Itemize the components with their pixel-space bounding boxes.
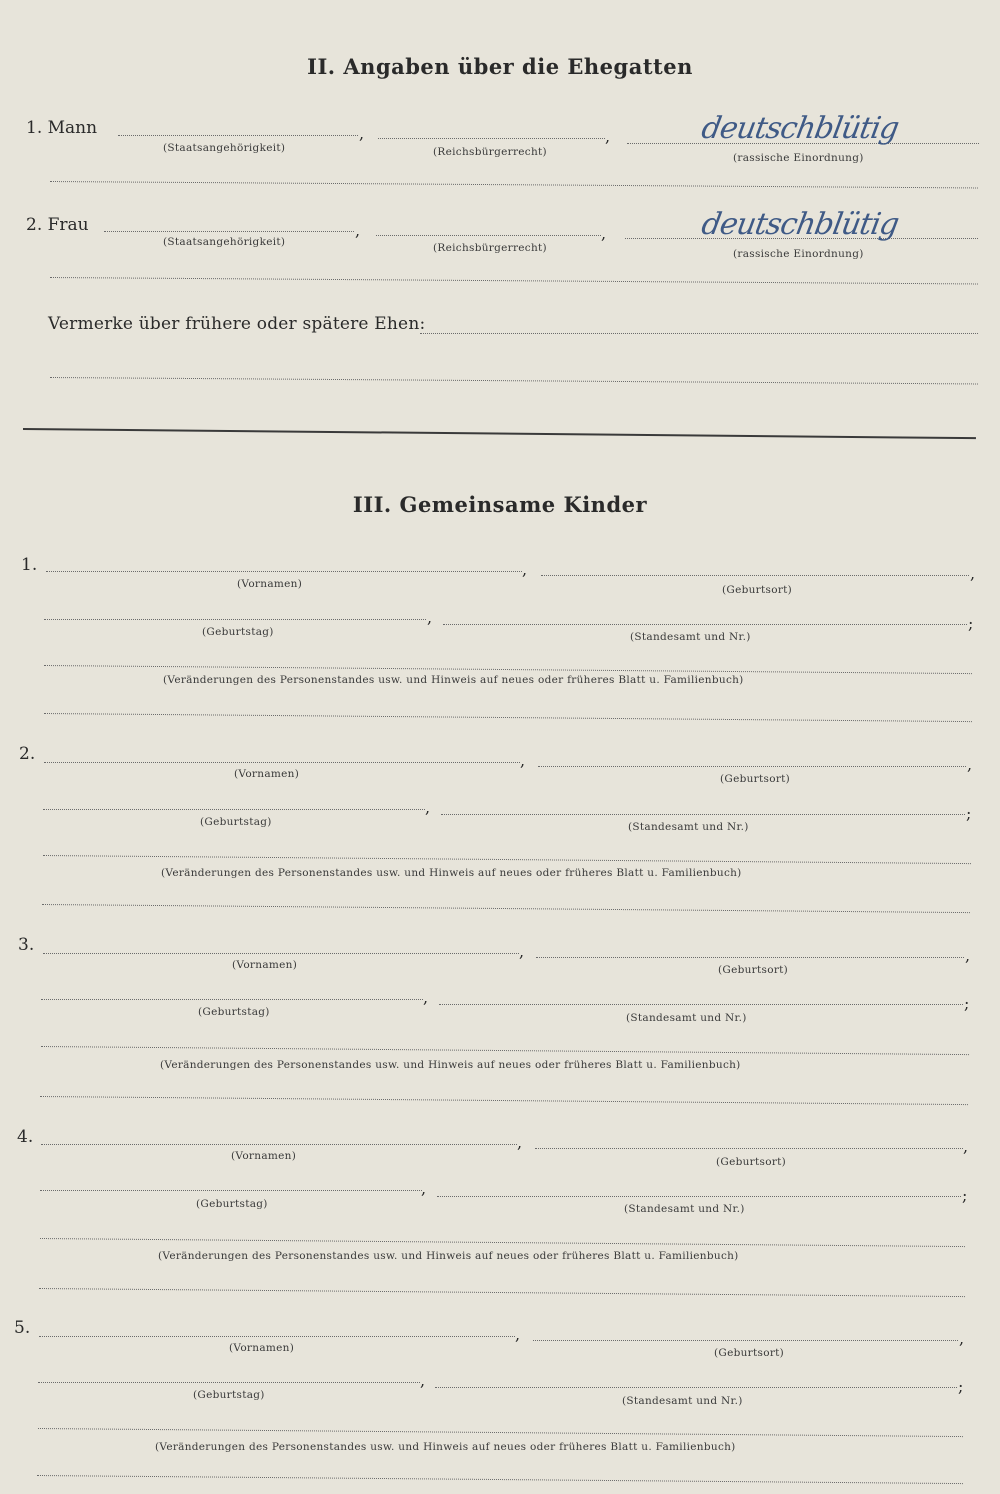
child-2-vornamen-field[interactable] <box>44 762 520 763</box>
semicolon: ; <box>966 804 972 823</box>
husband-extra-line[interactable] <box>50 181 978 188</box>
child-number: 3. <box>18 935 35 955</box>
husband-reichsbuerger-field[interactable] <box>378 138 605 139</box>
child-4-changes-field[interactable] <box>40 1238 965 1247</box>
comma: , <box>965 946 971 965</box>
child-4-extra-line[interactable] <box>39 1288 965 1297</box>
child-5-standesamt-caption: (Standesamt und Nr.) <box>622 1395 743 1407</box>
husband-racial-caption: (rassische Einordnung) <box>733 152 864 164</box>
section-3-heading: III. Gemeinsame Kinder <box>352 492 648 517</box>
child-3-changes-field[interactable] <box>41 1046 969 1055</box>
child-number: 2. <box>19 744 36 764</box>
child-2-vornamen-caption: (Vornamen) <box>234 768 300 780</box>
wife-citizenship-caption: (Staatsangehörigkeit) <box>163 236 286 248</box>
child-2-geburtstag-field[interactable] <box>43 809 425 810</box>
child-4-geburtstag-caption: (Geburtstag) <box>196 1198 268 1210</box>
child-3-standesamt-caption: (Standesamt und Nr.) <box>626 1012 747 1024</box>
child-4-vornamen-field[interactable] <box>41 1144 517 1145</box>
comma: , <box>420 1371 426 1390</box>
child-5-geburtsort-field[interactable] <box>533 1340 958 1341</box>
child-1-geburtstag-field[interactable] <box>44 619 426 620</box>
child-5-vornamen-field[interactable] <box>39 1336 515 1337</box>
husband-label: 1. Mann <box>26 118 98 138</box>
child-3-vornamen-caption: (Vornamen) <box>232 959 298 971</box>
comma: , <box>601 224 607 243</box>
comma: , <box>515 1325 521 1344</box>
child-3-standesamt-field[interactable] <box>439 1004 963 1005</box>
child-2-changes-caption: (Veränderungen des Personenstandes usw. und Hinweis auf neues oder früheres Blatt u. Familienbuch) <box>161 867 742 879</box>
child-1-standesamt-caption: (Standesamt und Nr.) <box>630 631 751 643</box>
child-number: 4. <box>17 1127 34 1147</box>
husband-citizenship-caption: (Staatsangehörigkeit) <box>163 142 286 154</box>
child-5-geburtstag-caption: (Geburtstag) <box>193 1389 265 1401</box>
child-3-changes-caption: (Veränderungen des Personenstandes usw. und Hinweis auf neues oder früheres Blatt u. Familienbuch) <box>160 1059 741 1071</box>
comma: , <box>427 608 433 627</box>
wife-racial-handwritten: deutschblütig <box>698 207 901 242</box>
comma: , <box>359 124 365 143</box>
husband-citizenship-field[interactable] <box>118 135 358 136</box>
section-divider <box>23 428 976 439</box>
comma: , <box>967 755 973 774</box>
child-5-extra-line[interactable] <box>37 1475 963 1484</box>
child-2-geburtstag-caption: (Geburtstag) <box>200 816 272 828</box>
child-2-standesamt-field[interactable] <box>441 814 965 815</box>
child-3-vornamen-field[interactable] <box>43 953 519 954</box>
child-5-vornamen-caption: (Vornamen) <box>229 1342 295 1354</box>
comma: , <box>605 127 611 146</box>
comma: , <box>423 988 429 1007</box>
remarks-label: Vermerke über frühere oder spätere Ehen: <box>48 314 426 334</box>
child-2-extra-line[interactable] <box>42 904 970 913</box>
child-2-geburtsort-field[interactable] <box>538 766 966 767</box>
child-3-geburtstag-caption: (Geburtstag) <box>198 1006 270 1018</box>
child-4-standesamt-caption: (Standesamt und Nr.) <box>624 1203 745 1215</box>
wife-reichsbuerger-field[interactable] <box>376 235 601 236</box>
child-2-standesamt-caption: (Standesamt und Nr.) <box>628 821 749 833</box>
child-3-geburtsort-caption: (Geburtsort) <box>718 964 789 976</box>
child-2-geburtsort-caption: (Geburtsort) <box>720 773 791 785</box>
comma: , <box>959 1329 965 1348</box>
comma: , <box>519 942 525 961</box>
comma: , <box>522 560 528 579</box>
child-1-standesamt-field[interactable] <box>443 624 967 625</box>
child-5-geburtsort-caption: (Geburtsort) <box>714 1347 785 1359</box>
wife-reichsbuerger-caption: (Reichsbürgerrecht) <box>433 242 547 254</box>
comma: , <box>355 221 361 240</box>
child-4-geburtsort-caption: (Geburtsort) <box>716 1156 787 1168</box>
child-2-changes-field[interactable] <box>43 855 971 864</box>
comma: , <box>517 1133 523 1152</box>
child-4-vornamen-caption: (Vornamen) <box>231 1150 297 1162</box>
child-1-changes-caption: (Veränderungen des Personenstandes usw. und Hinweis auf neues oder früheres Blatt u. Familienbuch) <box>163 674 744 686</box>
child-4-changes-caption: (Veränderungen des Personenstandes usw. und Hinweis auf neues oder früheres Blatt u. Familienbuch) <box>158 1250 739 1262</box>
comma: , <box>421 1179 427 1198</box>
remarks-field[interactable] <box>420 333 978 334</box>
child-5-changes-field[interactable] <box>38 1428 963 1437</box>
child-1-vornamen-caption: (Vornamen) <box>237 578 303 590</box>
wife-extra-line[interactable] <box>50 277 978 284</box>
wife-label: 2. Frau <box>26 215 89 235</box>
remarks-extra-line[interactable] <box>50 377 978 384</box>
comma: , <box>963 1137 969 1156</box>
child-5-standesamt-field[interactable] <box>435 1387 957 1388</box>
wife-racial-caption: (rassische Einordnung) <box>733 248 864 260</box>
husband-racial-handwritten: deutschblütig <box>698 111 901 146</box>
comma: , <box>520 751 526 770</box>
child-4-geburtsort-field[interactable] <box>535 1148 963 1149</box>
wife-citizenship-field[interactable] <box>104 231 354 232</box>
child-4-standesamt-field[interactable] <box>437 1196 961 1197</box>
child-1-geburtsort-field[interactable] <box>541 575 969 576</box>
child-3-extra-line[interactable] <box>40 1096 968 1105</box>
child-1-geburtsort-caption: (Geburtsort) <box>722 584 793 596</box>
child-5-changes-caption: (Veränderungen des Personenstandes usw. und Hinweis auf neues oder früheres Blatt u. Familienbuch) <box>155 1441 736 1453</box>
child-1-extra-line[interactable] <box>44 713 972 722</box>
child-number: 1. <box>21 555 38 575</box>
child-1-changes-field[interactable] <box>44 665 972 674</box>
semicolon: ; <box>958 1377 964 1396</box>
comma: , <box>970 564 976 583</box>
child-5-geburtstag-field[interactable] <box>38 1382 420 1383</box>
comma: , <box>425 798 431 817</box>
semicolon: ; <box>964 994 970 1013</box>
semicolon: ; <box>968 614 974 633</box>
semicolon: ; <box>962 1186 968 1205</box>
husband-reichsbuerger-caption: (Reichsbürgerrecht) <box>433 146 547 158</box>
child-3-geburtsort-field[interactable] <box>536 957 964 958</box>
child-3-geburtstag-field[interactable] <box>41 999 423 1000</box>
child-1-vornamen-field[interactable] <box>46 571 522 572</box>
section-2-heading: II. Angaben über die Ehegatten <box>307 54 693 79</box>
child-1-geburtstag-caption: (Geburtstag) <box>202 626 274 638</box>
child-number: 5. <box>14 1318 31 1338</box>
child-4-geburtstag-field[interactable] <box>40 1190 422 1191</box>
